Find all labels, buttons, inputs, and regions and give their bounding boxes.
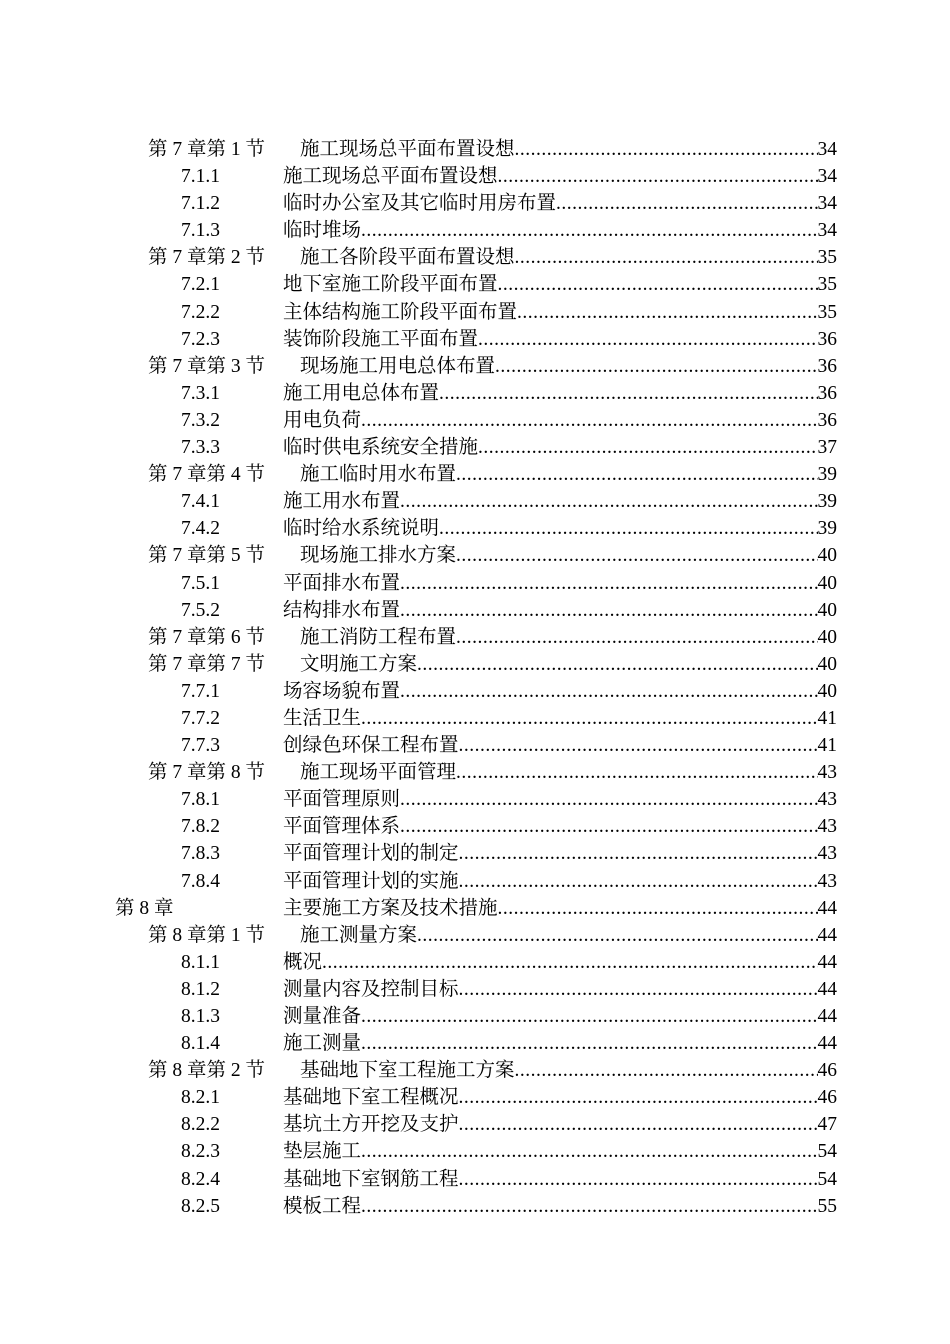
toc-entry[interactable] — [0, 488, 950, 515]
toc-entry-title: 平面排水布置 — [283, 572, 401, 594]
toc-entry-number: 第 8 章第 2 节 — [148, 1060, 266, 1082]
toc-entry-page: 39 — [817, 518, 837, 540]
toc-entry-number: 8.1.2 — [181, 978, 220, 1000]
dot-leader — [459, 868, 818, 895]
toc-entry-page: 43 — [817, 843, 837, 865]
dot-leader — [400, 488, 817, 515]
toc-entry-number: 8.2.4 — [181, 1168, 220, 1190]
toc-entry[interactable] — [0, 244, 950, 271]
toc-entry-page: 36 — [817, 355, 837, 377]
toc-entry-title: 临时给水系统说明 — [283, 518, 440, 540]
toc-entry[interactable] — [0, 732, 950, 759]
dot-leader — [495, 353, 817, 380]
toc-entry-page: 44 — [817, 951, 837, 973]
toc-entry[interactable] — [0, 515, 950, 542]
dot-leader — [556, 190, 817, 217]
toc-entry[interactable] — [0, 299, 950, 326]
toc-entry[interactable] — [0, 217, 950, 244]
table-of-contents — [0, 136, 950, 1220]
toc-entry[interactable] — [0, 597, 950, 624]
dot-leader — [417, 651, 817, 678]
toc-entry-number: 7.8.2 — [181, 816, 220, 838]
toc-entry-page: 47 — [817, 1114, 837, 1136]
toc-entry-page: 39 — [817, 464, 837, 486]
toc-entry-page: 41 — [817, 707, 837, 729]
toc-entry-number: 7.1.2 — [181, 193, 220, 215]
toc-entry-page: 36 — [817, 328, 837, 350]
dot-leader — [515, 136, 818, 163]
toc-entry-number: 第 7 章第 6 节 — [148, 626, 266, 648]
toc-entry-title: 施工测量方案 — [300, 924, 418, 946]
dot-leader — [400, 786, 817, 813]
toc-entry-page: 34 — [817, 193, 837, 215]
toc-entry-page: 44 — [817, 897, 837, 919]
toc-entry-title: 临时办公室及其它临时用房布置 — [283, 193, 557, 215]
toc-entry-number: 7.8.4 — [181, 870, 220, 892]
toc-entry-page: 44 — [817, 1033, 837, 1055]
toc-entry-title: 平面管理计划的制定 — [283, 843, 459, 865]
toc-entry[interactable] — [0, 1193, 950, 1220]
toc-entry[interactable] — [0, 326, 950, 353]
toc-entry[interactable] — [0, 136, 950, 163]
toc-entry-page: 44 — [817, 1006, 837, 1027]
toc-entry-title: 测量准备 — [283, 1006, 362, 1027]
dot-leader — [361, 1030, 817, 1057]
toc-entry[interactable] — [0, 976, 950, 1003]
toc-entry[interactable] — [0, 353, 950, 380]
toc-entry-page: 36 — [817, 382, 837, 404]
dot-leader — [459, 1166, 818, 1193]
toc-entry-page: 44 — [817, 924, 837, 946]
dot-leader — [361, 705, 817, 732]
toc-entry-title: 基础地下室钢筋工程 — [283, 1168, 459, 1190]
dot-leader — [400, 597, 817, 624]
toc-entry-number: 第 7 章第 7 节 — [148, 653, 266, 675]
toc-entry-number: 第 7 章第 1 节 — [148, 139, 266, 160]
toc-entry-title: 平面管理体系 — [283, 816, 401, 838]
toc-entry-page: 34 — [817, 220, 837, 242]
toc-entry-number: 7.1.1 — [181, 166, 220, 188]
toc-entry-title: 施工现场总平面布置设想 — [300, 139, 515, 160]
toc-entry-page: 44 — [817, 978, 837, 1000]
toc-entry-title: 临时堆场 — [283, 220, 362, 242]
toc-entry[interactable] — [0, 840, 950, 867]
toc-entry[interactable] — [0, 271, 950, 298]
toc-entry-number: 7.1.3 — [181, 220, 220, 242]
toc-entry-title: 用电负荷 — [283, 409, 362, 431]
toc-entry-number: 8.2.3 — [181, 1141, 220, 1163]
dot-leader — [439, 380, 817, 407]
toc-entry[interactable] — [0, 1166, 950, 1193]
dot-leader — [498, 895, 818, 922]
toc-entry-title: 垫层施工 — [283, 1141, 362, 1163]
toc-entry-number: 7.7.3 — [181, 735, 220, 757]
toc-entry-number: 第 7 章第 2 节 — [148, 247, 266, 269]
dot-leader — [459, 732, 818, 759]
toc-entry-title: 场容场貌布置 — [283, 680, 401, 702]
toc-entry[interactable] — [0, 922, 950, 949]
dot-leader — [459, 1084, 818, 1111]
toc-entry-number: 7.4.2 — [181, 518, 220, 540]
toc-entry-page: 40 — [817, 626, 837, 648]
dot-leader — [498, 163, 818, 190]
dot-leader — [459, 1111, 818, 1138]
toc-entry-page: 37 — [817, 437, 837, 459]
toc-entry-number: 7.2.3 — [181, 328, 220, 350]
toc-entry[interactable] — [0, 813, 950, 840]
toc-entry-title: 主体结构施工阶段平面布置 — [283, 301, 518, 323]
toc-entry[interactable] — [0, 1084, 950, 1111]
toc-entry-page: 43 — [817, 789, 837, 811]
toc-entry[interactable] — [0, 868, 950, 895]
toc-entry-number: 7.5.1 — [181, 572, 220, 594]
toc-entry-number: 7.4.1 — [181, 491, 220, 513]
toc-entry-title: 测量内容及控制目标 — [283, 978, 459, 1000]
dot-leader — [361, 1003, 817, 1030]
toc-entry-title: 生活卫生 — [283, 707, 362, 729]
toc-entry-title: 临时供电系统安全措施 — [283, 437, 479, 459]
dot-leader — [439, 515, 817, 542]
toc-entry-number: 第 8 章第 1 节 — [148, 924, 266, 946]
toc-entry-title: 基础地下室工程施工方案 — [300, 1060, 515, 1082]
toc-entry-page: 40 — [817, 572, 837, 594]
toc-entry-title: 基坑土方开挖及支护 — [283, 1114, 459, 1136]
toc-entry-title: 主要施工方案及技术措施 — [283, 897, 498, 919]
toc-entry-title: 概况 — [283, 951, 323, 973]
toc-entry-title: 平面管理原则 — [283, 789, 401, 811]
toc-entry-page: 54 — [817, 1141, 837, 1163]
toc-entry-page: 39 — [817, 491, 837, 513]
dot-leader — [361, 217, 817, 244]
toc-entry-title: 现场施工用电总体布置 — [300, 355, 496, 377]
toc-entry[interactable] — [0, 163, 950, 190]
dot-leader — [322, 949, 817, 976]
toc-entry[interactable] — [0, 1057, 950, 1084]
toc-entry[interactable] — [0, 895, 950, 922]
toc-entry[interactable] — [0, 759, 950, 786]
toc-entry-title: 文明施工方案 — [300, 653, 418, 675]
toc-entry-number: 8.2.2 — [181, 1114, 220, 1136]
dot-leader — [478, 326, 817, 353]
toc-entry[interactable] — [0, 461, 950, 488]
toc-entry-number: 第 7 章第 5 节 — [148, 545, 266, 567]
toc-entry-title: 结构排水布置 — [283, 599, 401, 621]
dot-leader — [400, 813, 817, 840]
toc-entry[interactable] — [0, 624, 950, 651]
toc-entry[interactable] — [0, 705, 950, 732]
toc-entry-title: 施工各阶段平面布置设想 — [300, 247, 515, 269]
toc-entry[interactable] — [0, 1030, 950, 1057]
dot-leader — [456, 759, 817, 786]
toc-entry-title: 现场施工排水方案 — [300, 545, 457, 567]
toc-entry-title: 模板工程 — [283, 1195, 362, 1217]
toc-entry-title: 施工现场总平面布置设想 — [283, 166, 498, 188]
toc-entry-title: 创绿色环保工程布置 — [283, 735, 459, 757]
toc-entry-page: 40 — [817, 599, 837, 621]
dot-leader — [456, 624, 817, 651]
toc-entry[interactable] — [0, 1003, 950, 1030]
toc-entry[interactable] — [0, 380, 950, 407]
toc-entry-page: 46 — [817, 1087, 837, 1109]
toc-entry-number: 第 8 章 — [115, 897, 174, 919]
toc-entry-page: 34 — [817, 166, 837, 188]
toc-entry-page: 43 — [817, 762, 837, 784]
toc-entry-page: 40 — [817, 653, 837, 675]
toc-entry-number: 第 7 章第 3 节 — [148, 355, 266, 377]
toc-entry-number: 7.8.3 — [181, 843, 220, 865]
dot-leader — [456, 461, 817, 488]
toc-entry-page: 35 — [817, 274, 837, 296]
dot-leader — [400, 570, 817, 597]
toc-entry-number: 7.2.1 — [181, 274, 220, 296]
dot-leader — [400, 678, 817, 705]
toc-entry[interactable] — [0, 434, 950, 461]
toc-entry-page: 35 — [817, 247, 837, 269]
toc-entry-title: 施工现场平面管理 — [300, 762, 457, 784]
toc-entry-number: 7.8.1 — [181, 789, 220, 811]
dot-leader — [361, 1193, 817, 1220]
toc-entry-number: 第 7 章第 8 节 — [148, 762, 266, 784]
toc-entry-title: 施工用水布置 — [283, 491, 401, 513]
dot-leader — [456, 542, 817, 569]
dot-leader — [515, 244, 818, 271]
toc-entry-number: 7.3.3 — [181, 437, 220, 459]
toc-entry[interactable] — [0, 651, 950, 678]
toc-entry-title: 施工消防工程布置 — [300, 626, 457, 648]
toc-entry-page: 43 — [817, 816, 837, 838]
toc-entry-title: 施工临时用水布置 — [300, 464, 457, 486]
toc-entry-number: 7.7.2 — [181, 707, 220, 729]
toc-entry-title: 施工测量 — [283, 1033, 362, 1055]
dot-leader — [515, 1057, 818, 1084]
toc-entry-page: 54 — [817, 1168, 837, 1190]
dot-leader — [417, 922, 817, 949]
toc-entry-number: 8.2.1 — [181, 1087, 220, 1109]
toc-entry-page: 40 — [817, 680, 837, 702]
toc-entry-title: 地下室施工阶段平面布置 — [283, 274, 498, 296]
toc-entry[interactable] — [0, 786, 950, 813]
toc-entry-number: 7.7.1 — [181, 680, 220, 702]
toc-entry-page: 40 — [817, 545, 837, 567]
toc-entry-number: 7.3.1 — [181, 382, 220, 404]
toc-entry-page: 41 — [817, 735, 837, 757]
toc-entry-page: 34 — [817, 139, 837, 160]
toc-entry-page: 35 — [817, 301, 837, 323]
toc-entry-number: 7.5.2 — [181, 599, 220, 621]
toc-entry-title: 基础地下室工程概况 — [283, 1087, 459, 1109]
toc-entry[interactable] — [0, 1138, 950, 1165]
dot-leader — [517, 299, 817, 326]
toc-entry[interactable] — [0, 678, 950, 705]
dot-leader — [478, 434, 817, 461]
dot-leader — [459, 976, 818, 1003]
toc-entry-number: 8.2.5 — [181, 1195, 220, 1217]
toc-entry[interactable] — [0, 542, 950, 569]
dot-leader — [361, 407, 817, 434]
toc-entry-title: 施工用电总体布置 — [283, 382, 440, 404]
toc-entry[interactable] — [0, 949, 950, 976]
toc-entry-title: 装饰阶段施工平面布置 — [283, 328, 479, 350]
toc-entry-number: 8.1.3 — [181, 1006, 220, 1027]
toc-entry-number: 第 7 章第 4 节 — [148, 464, 266, 486]
toc-entry-title: 平面管理计划的实施 — [283, 870, 459, 892]
toc-entry[interactable] — [0, 1111, 950, 1138]
toc-entry-page: 55 — [817, 1195, 837, 1217]
toc-entry[interactable] — [0, 570, 950, 597]
dot-leader — [498, 271, 818, 298]
toc-entry-page: 46 — [817, 1060, 837, 1082]
toc-entry-page: 36 — [817, 409, 837, 431]
toc-entry-number: 7.3.2 — [181, 409, 220, 431]
toc-entry-number: 8.1.4 — [181, 1033, 220, 1055]
toc-entry-number: 7.2.2 — [181, 301, 220, 323]
toc-entry[interactable] — [0, 407, 950, 434]
toc-entry-number: 8.1.1 — [181, 951, 220, 973]
toc-entry[interactable] — [0, 190, 950, 217]
toc-entry-page: 43 — [817, 870, 837, 892]
dot-leader — [361, 1138, 817, 1165]
dot-leader — [459, 840, 818, 867]
